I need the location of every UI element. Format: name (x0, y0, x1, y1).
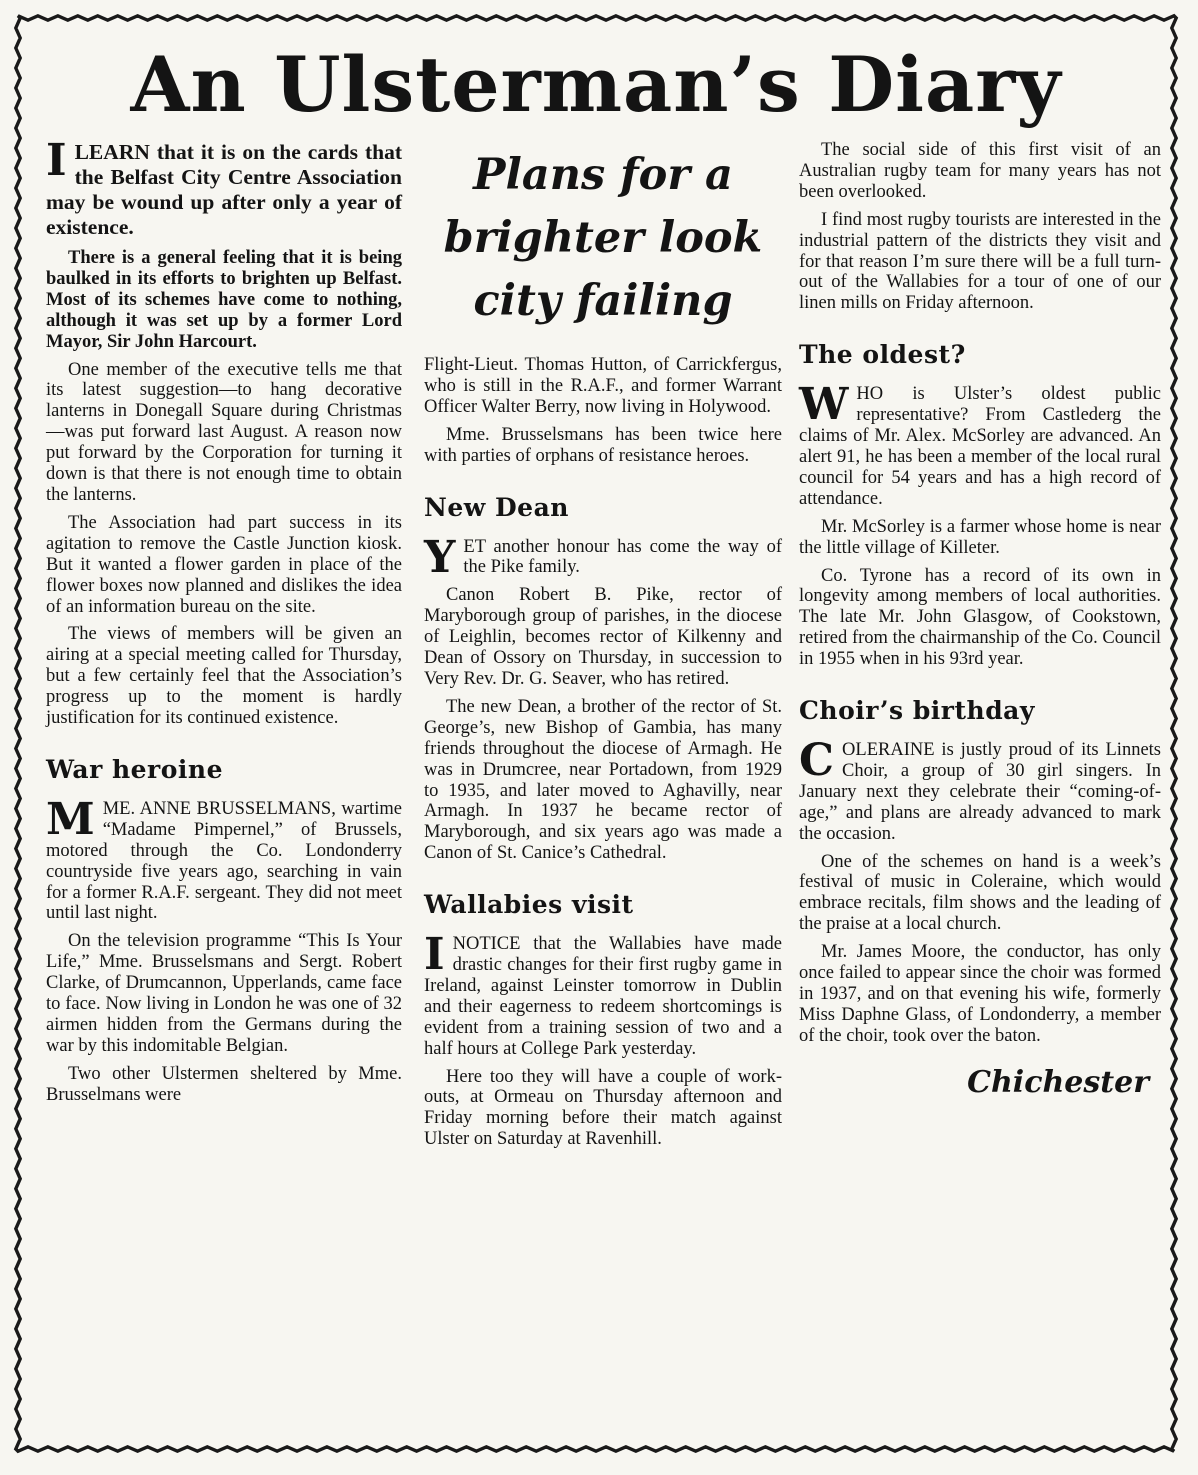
paragraph: On the television programme “This Is Your Life,” Mme. Brusselsmans and Sergt. Robert Clarke, of Drumcannon, Upperlands, came face to face. Now living in London he was one of 32 airmen hidden from the Germans during the war by this indomitable Belgian. (46, 931, 402, 1056)
paragraph: Mme. Brusselsmans has been twice here with parties of orphans of resistance heroes. (424, 424, 782, 466)
drop-cap: I (46, 135, 67, 186)
paragraph: Flight-Lieut. Thomas Hutton, of Carrickfergus, who is still in the R.A.F., and former Warrant Officer Walter Berry, now living in Holywood. (424, 355, 782, 417)
headline: Plans for a brighter look city failing (443, 150, 763, 326)
paragraph: YET another honour has come the way of the Pike family. (424, 531, 782, 583)
paragraph: The new Dean, a brother of the rector of St. George’s, new Bishop of Gambia, has many friends throughout the diocese of Armagh. He was in Drumcree, near Portadown, from 1929 to 1935, and later moved to Aghavilly, near Armagh. In 1937 he became rector of Maryborough, and six years ago was made a Canon of St. Canice’s Cathedral. (424, 696, 782, 864)
paragraph: The social side of this first visit of an Australian rugby team for many years has not been overlooked. (799, 140, 1161, 202)
drop-cap: W (799, 379, 849, 431)
column-3 (799, 140, 1161, 1100)
paragraph: Co. Tyrone has a record of its own in longevity among members of local authorities. The late Mr. John Glasgow, of Cookstown, retired from the chairmanship of the Co. Council in 1955 when in his 93rd year. (799, 565, 1161, 670)
paragraph: The Association had part success in its agitation to remove the Castle Junction kiosk. But it wanted a flower garden in place of the flower boxes now planned and dislikes the idea of an information bureau on the site. (46, 512, 402, 617)
paragraph: There is a general feeling that it is being baulked in its efforts to brighten up Belfast. Most of its schemes have come to nothing, although it was set up by a former Lord Mayor, Sir John Harcourt. (46, 248, 402, 352)
paragraph: Mr. James Moore, the conductor, has only once failed to appear since the choir was formed in 1937, and on that evening his wife, formerly Miss Daphne Glass, of Londonderry, a member of the choir, took over the baton. (799, 942, 1161, 1046)
column-2 (424, 140, 782, 1157)
section-heading-new-dean: New Dean (424, 492, 569, 522)
paragraph: WHO is Ulster’s oldest public representative? From Castlederg the claims of Mr. Alex. McSorley are advanced. An alert 91, he has been a member of the local rural council for 54 years and has a high record of attendance. (799, 379, 1161, 509)
column-1 (46, 135, 402, 1113)
newspaper-column-page (6, 6, 1186, 1461)
paragraph: COLERAINE is justly proud of its Linnets Choir, a group of 30 girl singers. In January next they celebrate their “coming-of-age,” and plans are already advanced to mark the occasion. (799, 735, 1161, 844)
paragraph: Here too they will have a couple of work-outs, at Ormeau on Thursday afternoon and Friday morning before their match against Ulster on Saturday at Ravenhill. (424, 1066, 782, 1150)
drop-cap: C (799, 735, 835, 787)
page-title: An Ulsterman’s Diary (130, 40, 1062, 129)
author-signature: Chichester (967, 1064, 1149, 1100)
paragraph: Mr. McSorley is a farmer whose home is near the little village of Killeter. (799, 516, 1161, 558)
paragraph: MME. ANNE BRUSSELMANS, wartime “Madame Pimpernel,” of Brussels, motored through the Co. Londonderry countryside five years ago, searching in vain for a former R.A.F. sergeant. They did not meet until last night. (46, 793, 402, 924)
paragraph: INOTICE that the Wallabies have made drastic changes for their first rugby game in Ireland, against Leinster tomorrow in Dublin and their eagerness to redeem shortcomings is evident from a training session of two and a half hours at College Park yesterday. (424, 929, 782, 1059)
section-heading-war-heroine: War heroine (46, 754, 223, 784)
section-heading-the-oldest: The oldest? (799, 340, 966, 370)
paragraph: The views of members will be given an airing at a special meeting called for Thursday, but a few certainly feel that the Association’s progress up to the moment is hardly justification for its continued existence. (46, 624, 402, 729)
paragraph: One of the schemes on hand is a week’s festival of music in Coleraine, which would embrace recitals, film shows and the leading of the praise at a local church. (799, 851, 1161, 935)
paragraph: Two other Ulstermen sheltered by Mme. Brusselmans were (46, 1063, 402, 1105)
intro-paragraph: ILEARN that it is on the cards that the Belfast City Centre Association may be wound up after only a year of existence. (46, 135, 402, 239)
paragraph: I find most rugby tourists are interested in the industrial pattern of the districts they visit and for that reason I’m sure there will be a full turn-out of the Wallabies for a tour of one of our linen mills on Friday afternoon. (799, 209, 1161, 314)
paragraph: One member of the executive tells me that its latest suggestion—to hang decorative lanterns in Donegall Square during Christmas—was put forward last August. A reason now put forward by the Corporation for turning it down is that there is not enough time to obtain the lanterns. (46, 359, 402, 505)
drop-cap: Y (424, 531, 456, 583)
section-heading-wallabies-visit: Wallabies visit (424, 890, 634, 920)
section-heading-choirs-birthday: Choir’s birthday (799, 696, 1035, 726)
drop-cap: I (424, 929, 445, 981)
drop-cap: M (46, 793, 95, 845)
paragraph: Canon Robert B. Pike, rector of Maryborough group of parishes, in the diocese of Leighlin, becomes rector of Kilkenny and Dean of Ossory on Thursday, in succession to Very Rev. Dr. G. Seaver, who has retired. (424, 585, 782, 689)
